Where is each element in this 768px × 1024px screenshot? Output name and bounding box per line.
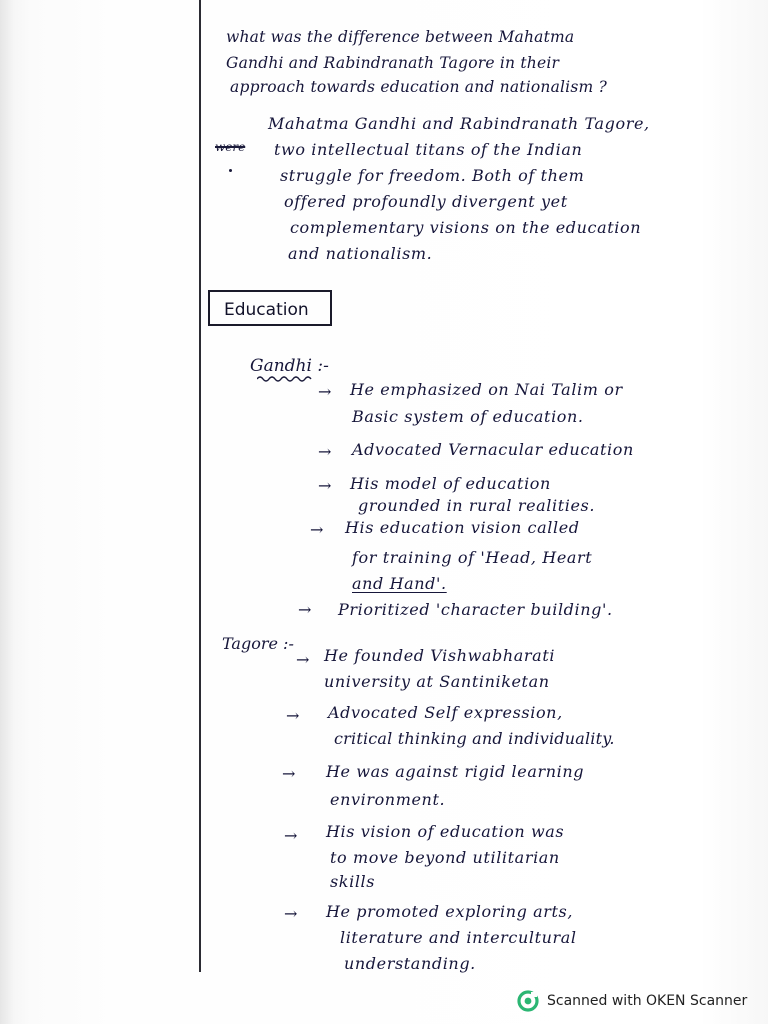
margin-line	[199, 0, 201, 972]
tagore-point-3-line-2: environment.	[330, 790, 446, 809]
intro-line-6: and nationalism.	[288, 244, 433, 263]
tagore-point-2-line-2: critical thinking and individuality.	[334, 729, 615, 748]
gandhi-point-4-arrow: →	[310, 520, 324, 539]
tagore-point-2-arrow: →	[286, 706, 300, 725]
question-line-2: Gandhi and Rabindranath Tagore in their	[226, 54, 560, 72]
tagore-point-5-arrow: →	[284, 904, 298, 923]
intro-line-2: two intellectual titans of the Indian	[274, 140, 583, 159]
intro-line-4: offered profoundly divergent yet	[284, 192, 568, 211]
gandhi-point-1-line-1: He emphasized on Nai Talim or	[350, 380, 623, 399]
page-edge-shadow	[0, 0, 14, 1024]
tagore-point-3-line-1: He was against rigid learning	[326, 762, 585, 781]
gandhi-point-3-line-2: grounded in rural realities.	[358, 496, 596, 515]
gandhi-label: Gandhi :-	[250, 356, 329, 376]
struck-word: were	[215, 140, 246, 154]
education-heading: Education	[224, 300, 309, 320]
tagore-point-2-line-1: Advocated Self expression,	[328, 703, 563, 722]
gandhi-point-4-line-2: for training of 'Head, Heart	[352, 548, 593, 567]
intro-line-3: struggle for freedom. Both of them	[280, 166, 585, 185]
tagore-point-1-line-1: He founded Vishwabharati	[324, 646, 556, 665]
tagore-point-1-arrow: →	[296, 650, 310, 669]
gandhi-point-1-line-2: Basic system of education.	[352, 407, 584, 426]
tagore-point-4-line-1: His vision of education was	[326, 822, 565, 841]
tagore-point-5-line-2: literature and intercultural	[340, 928, 577, 947]
stray-dot	[229, 169, 232, 172]
gandhi-point-4-line-1: His education vision called	[345, 518, 580, 537]
scanner-watermark	[517, 989, 747, 1013]
tagore-point-4-arrow: →	[284, 826, 298, 845]
question-line-1: what was the difference between Mahatma	[226, 28, 575, 46]
oken-scanner-logo-icon	[517, 990, 539, 1012]
gandhi-point-3-arrow: →	[318, 476, 332, 495]
gandhi-underline-squiggle	[257, 375, 313, 383]
gandhi-point-5-arrow: →	[298, 600, 312, 619]
tagore-label: Tagore :-	[222, 634, 294, 653]
intro-line-5: complementary visions on the education	[290, 218, 642, 237]
scanner-watermark-text: Scanned with OKEN Scanner	[547, 993, 748, 1009]
gandhi-point-3-line-1: His model of education	[350, 474, 551, 493]
tagore-point-4-line-3: skills	[330, 872, 376, 891]
gandhi-point-2-arrow: →	[318, 442, 332, 461]
tagore-point-1-line-2: university at Santiniketan	[324, 672, 550, 691]
question-line-3: approach towards education and nationalism ?	[230, 78, 608, 96]
gandhi-point-4-line-3: and Hand'.	[352, 574, 447, 593]
tagore-point-5-line-1: He promoted exploring arts,	[326, 902, 574, 921]
tagore-point-3-arrow: →	[282, 764, 296, 783]
gandhi-point-2-line-1: Advocated Vernacular education	[352, 440, 634, 459]
gandhi-point-5-line-1: Prioritized 'character building'.	[338, 600, 613, 619]
gandhi-point-1-arrow: →	[318, 382, 332, 401]
tagore-point-4-line-2: to move beyond utilitarian	[330, 848, 560, 867]
tagore-point-5-line-3: understanding.	[344, 954, 476, 973]
intro-line-1: Mahatma Gandhi and Rabindranath Tagore,	[268, 114, 650, 133]
